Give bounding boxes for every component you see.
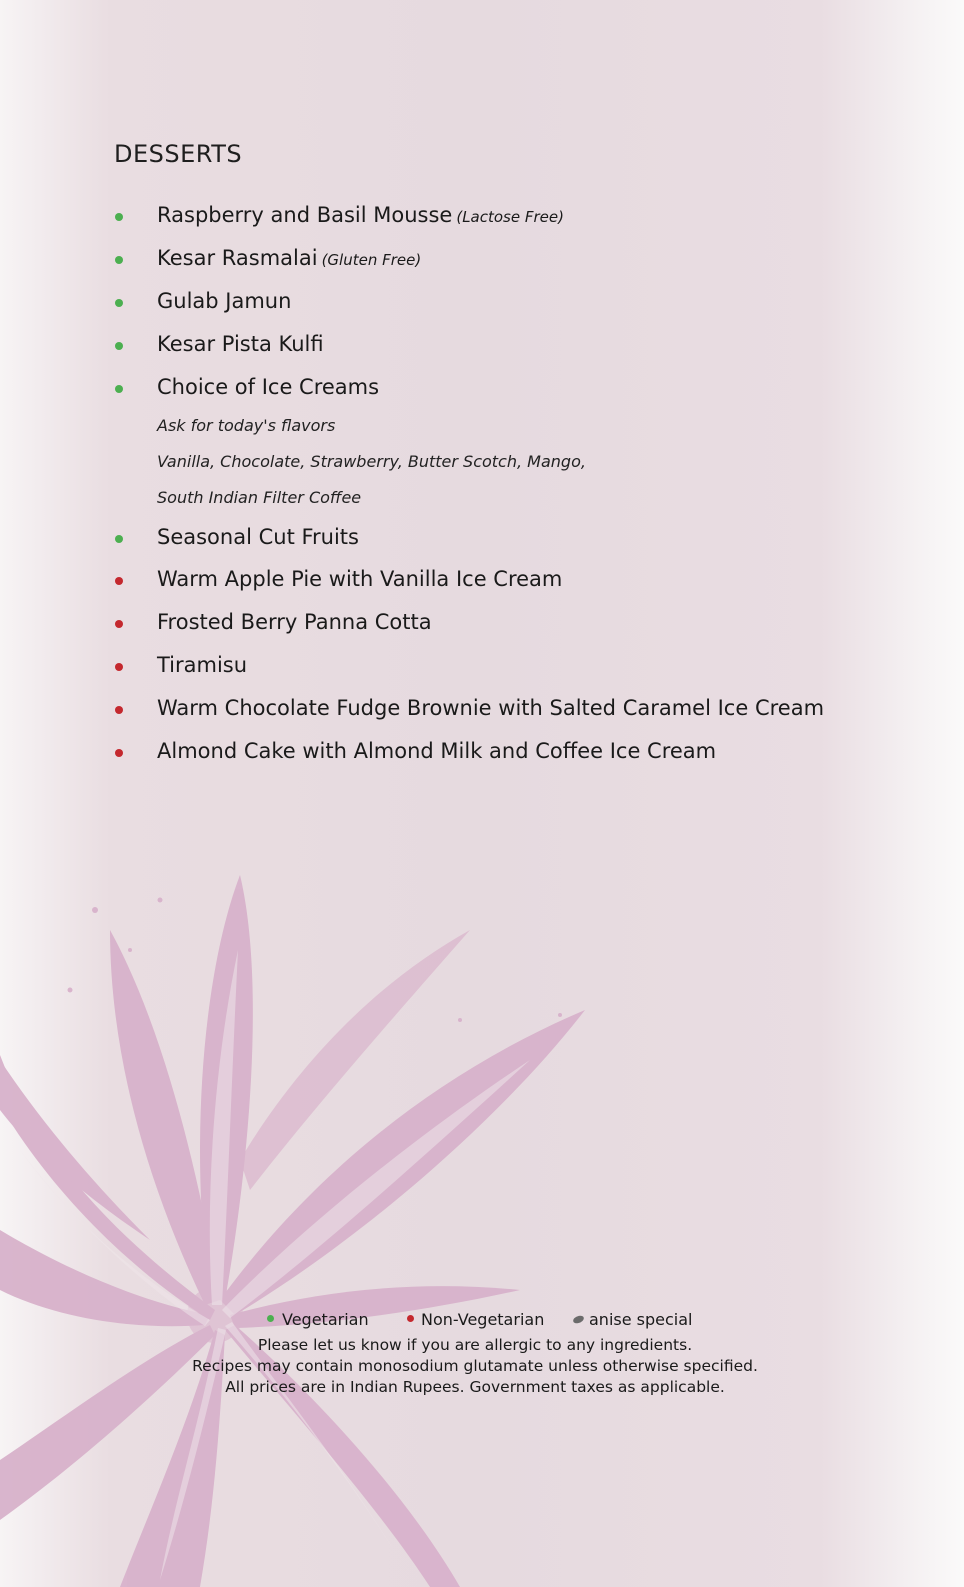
item-name: Raspberry and Basil Mousse	[157, 203, 453, 227]
vegetarian-dot-icon	[115, 299, 123, 307]
item-name: Choice of Ice Creams	[157, 375, 380, 399]
item-name: Kesar Pista Kulfi	[157, 332, 324, 356]
item-name: Frosted Berry Panna Cotta	[157, 610, 432, 634]
non-vegetarian-dot-icon	[115, 620, 123, 628]
list-item	[114, 525, 894, 555]
list-item	[114, 739, 894, 769]
legend-non-vegetarian: Non-Vegetarian	[421, 1310, 545, 1329]
item-name: Warm Chocolate Fudge Brownie with Salted Caramel Ice Cream	[157, 696, 825, 720]
item-note: (Lactose Free)	[456, 208, 564, 226]
item-name: Warm Apple Pie with Vanilla Ice Cream	[157, 567, 563, 591]
list-item	[114, 289, 894, 319]
price-notice: All prices are in Indian Rupees. Government taxes as applicable.	[225, 1378, 725, 1396]
ice-cream-flavors: South Indian Filter Coffee	[157, 488, 362, 507]
ice-cream-flavors: Vanilla, Chocolate, Strawberry, Butter Scotch, Mango,	[157, 452, 586, 471]
item-name: Tiramisu	[157, 653, 248, 677]
vegetarian-dot-icon	[115, 256, 123, 264]
item-name: Almond Cake with Almond Milk and Coffee Ice Cream	[157, 739, 717, 763]
legend-special: anise special	[589, 1310, 693, 1329]
item-name: Seasonal Cut Fruits	[157, 525, 359, 549]
leaf-icon	[572, 1315, 584, 1324]
list-item	[114, 246, 894, 276]
non-vegetarian-dot-icon	[407, 1315, 414, 1322]
allergy-notice: Please let us know if you are allergic to any ingredients.	[257, 1336, 693, 1354]
non-vegetarian-dot-icon	[115, 577, 123, 585]
item-name: Gulab Jamun	[157, 289, 292, 313]
list-item	[114, 332, 894, 362]
item-name: Kesar Rasmalai	[157, 246, 318, 270]
list-item	[114, 653, 894, 683]
non-vegetarian-dot-icon	[115, 749, 123, 757]
msg-notice: Recipes may contain monosodium glutamate unless otherwise specified.	[192, 1357, 758, 1375]
vegetarian-dot-icon	[115, 342, 123, 350]
vegetarian-dot-icon	[115, 535, 123, 543]
list-item	[114, 696, 894, 726]
vegetarian-dot-icon	[115, 213, 123, 221]
vegetarian-dot-icon	[115, 385, 123, 393]
non-vegetarian-dot-icon	[115, 706, 123, 714]
non-vegetarian-dot-icon	[115, 663, 123, 671]
list-item	[114, 375, 894, 405]
list-item	[114, 203, 894, 233]
ice-cream-note: Ask for today's flavors	[157, 416, 336, 435]
list-item	[114, 567, 894, 597]
vegetarian-dot-icon	[267, 1315, 274, 1322]
legend-vegetarian: Vegetarian	[282, 1310, 369, 1329]
legend	[0, 1310, 964, 1332]
item-note: (Gluten Free)	[321, 251, 422, 269]
list-item	[114, 610, 894, 640]
section-title: DESSERTS	[114, 140, 243, 168]
